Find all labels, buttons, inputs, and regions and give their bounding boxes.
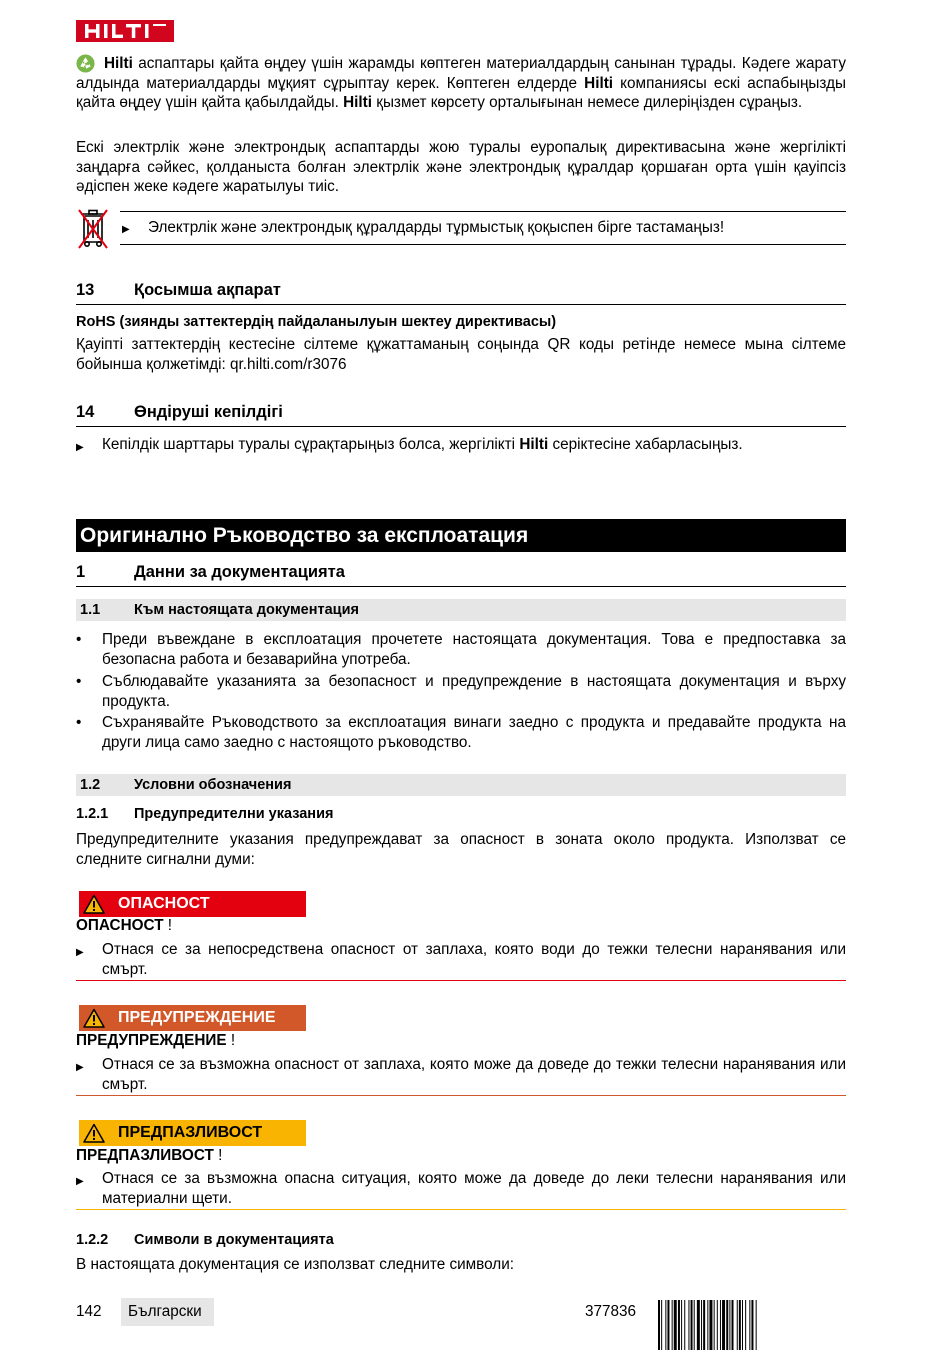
warning-triangle-icon bbox=[83, 894, 105, 914]
brand-name: Hilti bbox=[519, 436, 549, 453]
caution-signal-word bbox=[76, 1147, 222, 1165]
bullet-dot: • bbox=[76, 714, 82, 731]
hilti-logo bbox=[76, 20, 174, 42]
subsection-number: 1.2.2 bbox=[76, 1232, 109, 1248]
subsection-title: Символи в документацията bbox=[134, 1232, 334, 1248]
warnings-intro: Предупредителните указания предупреждават за опасност в зоната около продукта. Използват се следните сигнални думи: bbox=[76, 831, 846, 868]
subsection-1-2-heading bbox=[76, 774, 846, 796]
section-title: Данни за документацията bbox=[134, 563, 345, 581]
warranty-item bbox=[76, 435, 846, 455]
recycle-text-3: қызмет көрсету орталығынан немесе дилеріңізден сұраңыз. bbox=[372, 94, 803, 111]
caution-label-box bbox=[79, 1120, 306, 1146]
language-tab bbox=[121, 1298, 214, 1326]
danger-label-box bbox=[79, 891, 306, 917]
signal-label: ПРЕДУПРЕЖДЕНИЕ bbox=[118, 1009, 276, 1026]
bullet-arrow-icon: ▶ bbox=[122, 224, 130, 235]
subsection-title: Към настоящата документация bbox=[134, 602, 359, 618]
subsection-title: Условни обозначения bbox=[134, 777, 292, 793]
warning-text: Отнася се за възможна опасност от заплаха, която може да доведе до тежки телесни наранявания или смърт. bbox=[102, 1056, 846, 1093]
disposal-paragraph: Ескі электрлік және электрондық аспаптарды жою туралы еуропалық директивасына және жергілікті заңдарға сәйкес, қолданыста болған электрлік және электрондық құралдар қоршаған орта үшін қауіпсіз әдіспен жеке кәдеге жаратылуы тиіс. bbox=[76, 139, 846, 195]
caution-text: Отнася се за възможна опасна ситуация, която може да доведе до леки телесни наранявания или материални щети. bbox=[102, 1170, 846, 1207]
rohs-title: RoHS (зиянды заттектердің пайдаланылуын шектеу директивасы) bbox=[76, 314, 557, 330]
section-title: Қосымша ақпарат bbox=[134, 281, 281, 299]
document-number: 377836 bbox=[585, 1303, 637, 1320]
note-rule-top bbox=[120, 211, 846, 212]
language-banner bbox=[76, 519, 846, 552]
bullet-arrow-icon: ▶ bbox=[76, 442, 84, 453]
crossed-bin-icon bbox=[76, 206, 110, 252]
warranty-text-1: Кепілдік шарттары туралы сұрақтарыңыз болса, жергілікті bbox=[102, 436, 520, 453]
weee-note bbox=[120, 218, 846, 238]
danger-rule bbox=[76, 980, 846, 981]
danger-description bbox=[76, 940, 846, 979]
list-item-text: Преди въвеждане в експлоатация прочетете настоящата документация. Това е предпоставка за безопасна работа и безаварийна употреба. bbox=[102, 631, 846, 668]
subsection-1-1-heading bbox=[76, 599, 846, 621]
exclamation: ! bbox=[213, 1147, 223, 1164]
warning-signal-word bbox=[76, 1032, 235, 1050]
note-rule-bottom bbox=[120, 244, 846, 245]
recycle-text-2: компаниясы ескі аспабыңызды қайта өңдеу үшін қайта қабылдайды. bbox=[76, 74, 846, 111]
section-number: 13 bbox=[76, 281, 95, 299]
list-item bbox=[76, 630, 846, 669]
section-number: 14 bbox=[76, 403, 95, 421]
exclamation: ! bbox=[226, 1032, 236, 1049]
recycle-text-1: аспаптары қайта өңдеу үшін жарамды көптеген материалдардың санынан тұрады. Кәдеге жарату алдында материалдарды мұқият сұрыптау керек. Көптеген елдерде bbox=[76, 55, 846, 92]
bullet-arrow-icon: ▶ bbox=[76, 1176, 84, 1187]
bullet-arrow-icon: ▶ bbox=[76, 947, 84, 958]
subsection-number: 1.2.1 bbox=[76, 806, 109, 822]
subsection-number: 1.2 bbox=[80, 777, 101, 793]
subsection-title: Предупредителни указания bbox=[134, 806, 334, 822]
section-14-rule bbox=[76, 426, 846, 427]
rohs-text: Қауіпті заттектердің кестесіне сілтеме құжаттаманың соңында QR коды ретінде немесе мына сілтеме бойынша қолжетімді: qr.hilti.com/r3076 bbox=[76, 336, 846, 373]
bullet-arrow-icon: ▶ bbox=[76, 1062, 84, 1073]
list-item-text: Съблюдавайте указанията за безопасност и предупреждение в настоящата документация и върху продукта. bbox=[102, 673, 846, 710]
list-item-text: Съхранявайте Ръководството за експлоатация винаги заедно с продукта и предавайте продукта на други лица само заедно с настоящото ръководство. bbox=[102, 714, 846, 751]
brand-name: Hilti bbox=[584, 74, 614, 92]
bullet-dot: • bbox=[76, 673, 82, 690]
section-title: Өндіруші кепілдігі bbox=[134, 403, 283, 421]
warranty-text-2: серіктесіне хабарласыңыз. bbox=[548, 436, 743, 453]
signal-word: ПРЕДПАЗЛИВОСТ bbox=[76, 1147, 214, 1164]
brand-name: Hilti bbox=[104, 55, 133, 72]
brand-name: Hilti bbox=[343, 94, 372, 111]
warning-triangle-icon bbox=[83, 1123, 105, 1143]
exclamation: ! bbox=[163, 917, 173, 934]
section-number: 1 bbox=[76, 563, 86, 581]
list-item bbox=[76, 713, 846, 752]
language-label: Български bbox=[128, 1303, 202, 1320]
banner-title: Оригинално Ръководство за експлоатация bbox=[80, 524, 529, 547]
warning-description bbox=[76, 1055, 846, 1094]
section-13-rule bbox=[76, 304, 846, 305]
danger-text: Отнася се за непосредствена опасност от заплаха, която води до тежки телесни наранявания или смърт. bbox=[102, 941, 846, 978]
caution-rule bbox=[76, 1209, 846, 1210]
list-item bbox=[76, 672, 846, 711]
weee-note-text: Электрлік және электрондық құралдарды тұрмыстық қоқыспен бірге тастамаңыз! bbox=[148, 219, 725, 236]
subsection-number: 1.1 bbox=[80, 602, 101, 618]
warning-triangle-icon bbox=[83, 1008, 105, 1028]
section-1-rule bbox=[76, 586, 846, 587]
barcode bbox=[658, 1300, 846, 1350]
symbols-intro: В настоящата документация се използват следните символи: bbox=[76, 1256, 515, 1273]
warning-label-box bbox=[79, 1005, 306, 1031]
signal-label: ОПАСНОСТ bbox=[118, 895, 210, 912]
hilti-logo-mark bbox=[76, 20, 174, 42]
bullet-dot: • bbox=[76, 631, 82, 648]
page-number: 142 bbox=[76, 1303, 102, 1320]
signal-label: ПРЕДПАЗЛИВОСТ bbox=[118, 1124, 263, 1141]
signal-word: ПРЕДУПРЕЖДЕНИЕ bbox=[76, 1032, 227, 1049]
signal-word: ОПАСНОСТ bbox=[76, 917, 164, 934]
warning-rule bbox=[76, 1095, 846, 1096]
caution-description bbox=[76, 1169, 846, 1208]
danger-signal-word bbox=[76, 917, 172, 935]
recycle-paragraph bbox=[76, 54, 846, 113]
